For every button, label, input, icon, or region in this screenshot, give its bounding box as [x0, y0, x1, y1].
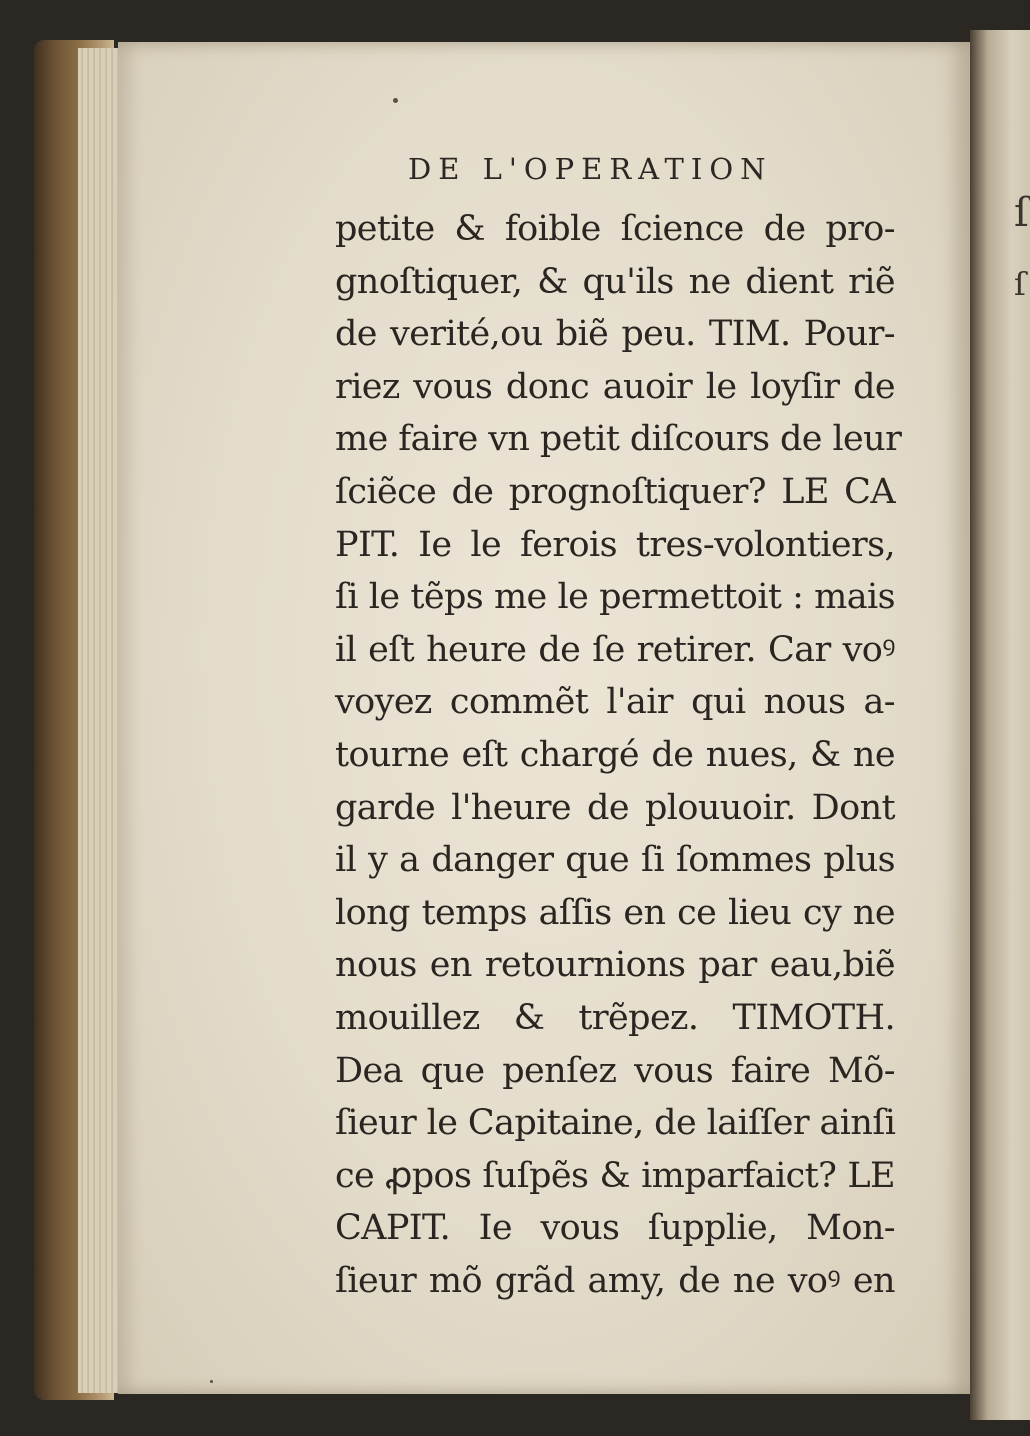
text-line: riez vous donc auoir le loyſir de: [335, 366, 895, 407]
facing-page-edge: [970, 30, 1030, 1420]
text-line: de verité,ou biẽ peu. TIM. Pour-: [335, 314, 895, 355]
text-line: il y a danger que ſi ſommes plus: [335, 840, 895, 881]
text-line: mouillez & trẽpez. TIMOTH.: [335, 997, 895, 1038]
text-line: PIT. Ie le ferois tres-volontiers,: [335, 524, 895, 565]
text-line: gnoſtiquer, & qu'ils ne dient riẽ: [335, 261, 895, 302]
text-line: garde l'heure de plouuoir. Dont: [335, 787, 895, 828]
text-line: tourne eſt chargé de nues, & ne: [335, 734, 895, 775]
text-line: CAPIT. Ie vous ſupplie, Mon-: [335, 1208, 895, 1249]
text-line: il eſt heure de ſe retirer. Car voꝰ: [335, 629, 895, 670]
facing-page-letter-fragment: ſ: [1014, 190, 1029, 236]
facing-page-letter-fragment: ſ: [1014, 265, 1026, 303]
text-line: me faire vn petit diſcours de leur: [335, 419, 902, 460]
running-head: DE L'OPERATION: [408, 152, 773, 186]
text-line: long temps aſſis en ce lieu cy ne: [335, 892, 895, 933]
text-line: ſi le tẽps me le permettoit : mais: [335, 577, 895, 618]
text-line: ſieur mõ grãd amy, de ne voꝰ en: [335, 1260, 895, 1301]
ink-speck: [393, 98, 398, 103]
text-line: ſieur le Capitaine, de laiſſer ainſi: [335, 1103, 896, 1144]
text-line: ce ꝓpos ſuſpẽs & imparfaict? LE: [335, 1155, 895, 1196]
text-line: petite & foible ſcience de pro-: [335, 209, 895, 249]
text-line: ſciẽce de prognoſtiquer? LE CA: [335, 471, 895, 512]
text-line: nous en retournions par eau,biẽ: [335, 945, 895, 986]
ink-speck: [210, 1380, 213, 1383]
page-text-block: [335, 203, 902, 1307]
text-line: voyez commẽt l'air qui nous a-: [335, 682, 895, 723]
text-line: Dea que penſez vous faire Mõ-: [335, 1050, 895, 1091]
